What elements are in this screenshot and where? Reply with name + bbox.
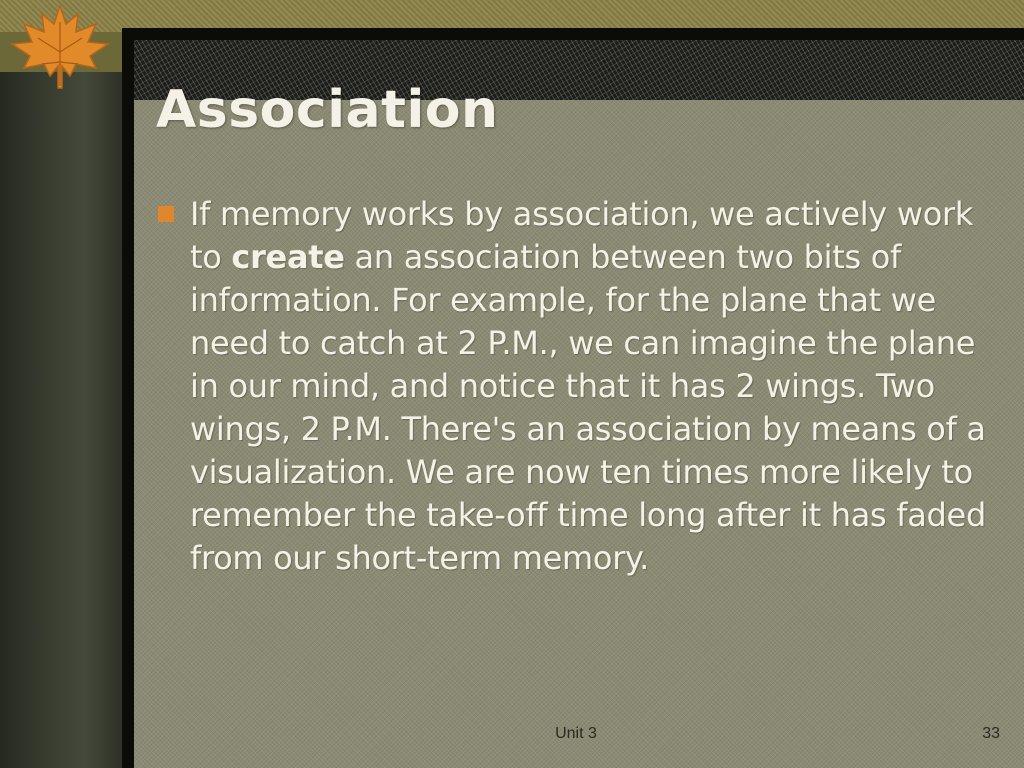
- body-text-part-2: an association between two bits of information. For example, for the plane that we need to catch at 2 P.M., we can imagine the plane in our mind, and notice that it has 2 wings. Two wings, 2 P.M. There's an association by means of a visualization. We are now ten times more likely to remember the take-off time long after it has faded from our short-term memory.: [190, 238, 986, 577]
- page-number: 33: [982, 725, 1000, 742]
- maple-leaf-icon: [4, 2, 116, 92]
- footer-label: Unit 3: [555, 725, 597, 742]
- frame-left: [122, 28, 134, 768]
- frame-top: [122, 28, 1024, 40]
- slide-title: Association: [156, 80, 499, 140]
- body-text-emphasis: create: [231, 238, 345, 276]
- body-text-part-1: If memory works by association, we actively work to: [190, 195, 974, 276]
- left-column: [0, 72, 122, 768]
- bullet-marker: [158, 206, 174, 222]
- slide-body-text: [190, 193, 1010, 580]
